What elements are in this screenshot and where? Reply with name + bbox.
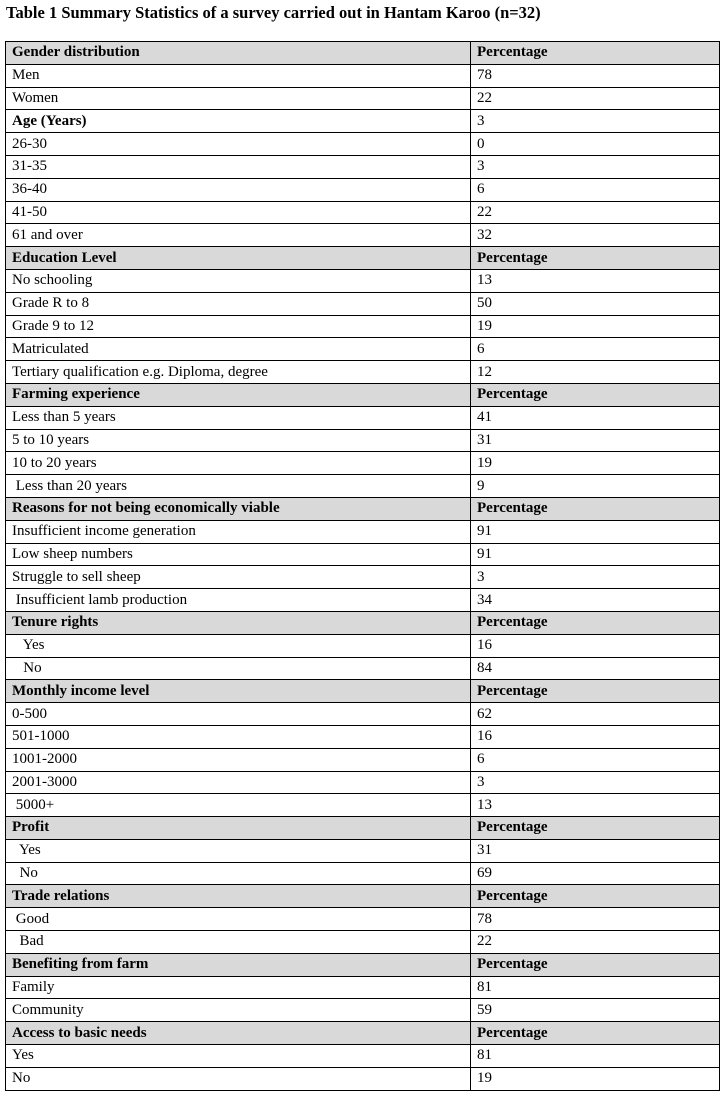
table-row xyxy=(6,839,720,862)
table-row xyxy=(6,1045,720,1068)
table-row xyxy=(6,748,720,771)
table-row xyxy=(6,475,720,498)
table-row xyxy=(6,201,720,224)
row-percentage: 22 xyxy=(471,201,720,224)
row-label: No xyxy=(6,862,471,885)
row-label: Grade 9 to 12 xyxy=(6,315,471,338)
table-row xyxy=(6,315,720,338)
table-row xyxy=(6,908,720,931)
table-row xyxy=(6,64,720,87)
row-percentage: 19 xyxy=(471,1067,720,1090)
row-label: Insufficient lamb production xyxy=(6,589,471,612)
section-heading: Benefiting from farm xyxy=(6,953,471,976)
row-label: 26-30 xyxy=(6,133,471,156)
section-header-row xyxy=(6,247,720,270)
section-heading: Reasons for not being economically viable xyxy=(6,497,471,520)
row-percentage: 0 xyxy=(471,133,720,156)
section-heading: Monthly income level xyxy=(6,680,471,703)
row-percentage: 50 xyxy=(471,292,720,315)
row-label: Tertiary qualification e.g. Diploma, degree xyxy=(6,361,471,384)
section-header-row xyxy=(6,42,720,65)
row-label: 1001-2000 xyxy=(6,748,471,771)
row-percentage: 62 xyxy=(471,703,720,726)
row-label: 36-40 xyxy=(6,178,471,201)
section-header-row xyxy=(6,885,720,908)
row-percentage: 69 xyxy=(471,862,720,885)
table-row xyxy=(6,634,720,657)
row-percentage: 6 xyxy=(471,338,720,361)
section-value-heading: Percentage xyxy=(471,247,720,270)
section-value-heading: Percentage xyxy=(471,817,720,840)
row-percentage: 6 xyxy=(471,748,720,771)
row-percentage: 41 xyxy=(471,406,720,429)
row-label: Less than 5 years xyxy=(6,406,471,429)
row-label: Less than 20 years xyxy=(6,475,471,498)
row-label: Yes xyxy=(6,634,471,657)
row-percentage: 19 xyxy=(471,315,720,338)
row-label: Yes xyxy=(6,1045,471,1068)
row-label: Struggle to sell sheep xyxy=(6,566,471,589)
row-label: No xyxy=(6,1067,471,1090)
section-value-heading: Percentage xyxy=(471,42,720,65)
table-row xyxy=(6,657,720,680)
row-label: 61 and over xyxy=(6,224,471,247)
row-percentage: 81 xyxy=(471,1045,720,1068)
table-caption: Table 1 Summary Statistics of a survey carried out in Hantam Karoo (n=32) xyxy=(6,3,541,22)
row-percentage: 22 xyxy=(471,931,720,954)
row-percentage: 13 xyxy=(471,794,720,817)
row-percentage: 19 xyxy=(471,452,720,475)
table-row xyxy=(6,224,720,247)
row-percentage: 78 xyxy=(471,64,720,87)
section-header-row xyxy=(6,680,720,703)
row-label: Good xyxy=(6,908,471,931)
section-header-row xyxy=(6,817,720,840)
row-label: 501-1000 xyxy=(6,725,471,748)
section-header-row xyxy=(6,110,720,133)
table-row xyxy=(6,406,720,429)
row-label: Grade R to 8 xyxy=(6,292,471,315)
row-label: Family xyxy=(6,976,471,999)
row-percentage: 32 xyxy=(471,224,720,247)
table-row xyxy=(6,999,720,1022)
section-header-row xyxy=(6,1022,720,1045)
section-heading: Gender distribution xyxy=(6,42,471,65)
section-value-heading: 3 xyxy=(471,110,720,133)
row-percentage: 31 xyxy=(471,839,720,862)
section-value-heading: Percentage xyxy=(471,611,720,634)
row-percentage: 31 xyxy=(471,429,720,452)
table-row xyxy=(6,543,720,566)
row-label: Matriculated xyxy=(6,338,471,361)
row-label: 2001-3000 xyxy=(6,771,471,794)
row-label: Community xyxy=(6,999,471,1022)
table-row xyxy=(6,87,720,110)
section-value-heading: Percentage xyxy=(471,383,720,406)
section-heading: Trade relations xyxy=(6,885,471,908)
row-percentage: 16 xyxy=(471,725,720,748)
section-value-heading: Percentage xyxy=(471,953,720,976)
section-heading: Access to basic needs xyxy=(6,1022,471,1045)
row-percentage: 91 xyxy=(471,520,720,543)
table-row xyxy=(6,794,720,817)
row-label: 10 to 20 years xyxy=(6,452,471,475)
table-row xyxy=(6,725,720,748)
section-header-row xyxy=(6,953,720,976)
row-label: 5 to 10 years xyxy=(6,429,471,452)
table-row xyxy=(6,452,720,475)
section-value-heading: Percentage xyxy=(471,1022,720,1045)
table-row xyxy=(6,133,720,156)
row-percentage: 34 xyxy=(471,589,720,612)
table-row xyxy=(6,771,720,794)
section-header-row xyxy=(6,611,720,634)
table-row xyxy=(6,1067,720,1090)
row-percentage: 84 xyxy=(471,657,720,680)
row-label: Women xyxy=(6,87,471,110)
section-heading: Tenure rights xyxy=(6,611,471,634)
row-label: Men xyxy=(6,64,471,87)
row-percentage: 3 xyxy=(471,566,720,589)
section-heading: Age (Years) xyxy=(6,110,471,133)
row-percentage: 3 xyxy=(471,155,720,178)
section-value-heading: Percentage xyxy=(471,497,720,520)
row-percentage: 16 xyxy=(471,634,720,657)
table-row xyxy=(6,862,720,885)
row-percentage: 78 xyxy=(471,908,720,931)
row-label: 0-500 xyxy=(6,703,471,726)
table-row xyxy=(6,178,720,201)
row-percentage: 9 xyxy=(471,475,720,498)
row-percentage: 59 xyxy=(471,999,720,1022)
row-label: No xyxy=(6,657,471,680)
row-percentage: 3 xyxy=(471,771,720,794)
row-percentage: 13 xyxy=(471,269,720,292)
row-label: Low sheep numbers xyxy=(6,543,471,566)
table-row xyxy=(6,361,720,384)
table-row xyxy=(6,269,720,292)
row-percentage: 12 xyxy=(471,361,720,384)
row-label: 41-50 xyxy=(6,201,471,224)
section-header-row xyxy=(6,383,720,406)
row-label: 31-35 xyxy=(6,155,471,178)
section-value-heading: Percentage xyxy=(471,885,720,908)
table-row xyxy=(6,976,720,999)
row-percentage: 22 xyxy=(471,87,720,110)
row-label: Yes xyxy=(6,839,471,862)
row-percentage: 91 xyxy=(471,543,720,566)
table-row xyxy=(6,155,720,178)
table-row xyxy=(6,429,720,452)
table-row xyxy=(6,703,720,726)
table-row xyxy=(6,566,720,589)
section-header-row xyxy=(6,497,720,520)
row-label: 5000+ xyxy=(6,794,471,817)
row-percentage: 6 xyxy=(471,178,720,201)
row-label: Bad xyxy=(6,931,471,954)
table-row xyxy=(6,589,720,612)
section-heading: Education Level xyxy=(6,247,471,270)
summary-statistics-table xyxy=(5,41,720,1091)
section-heading: Farming experience xyxy=(6,383,471,406)
table-row xyxy=(6,931,720,954)
section-heading: Profit xyxy=(6,817,471,840)
row-label: No schooling xyxy=(6,269,471,292)
row-label: Insufficient income generation xyxy=(6,520,471,543)
table-row xyxy=(6,520,720,543)
row-percentage: 81 xyxy=(471,976,720,999)
section-value-heading: Percentage xyxy=(471,680,720,703)
table-row xyxy=(6,338,720,361)
table-row xyxy=(6,292,720,315)
